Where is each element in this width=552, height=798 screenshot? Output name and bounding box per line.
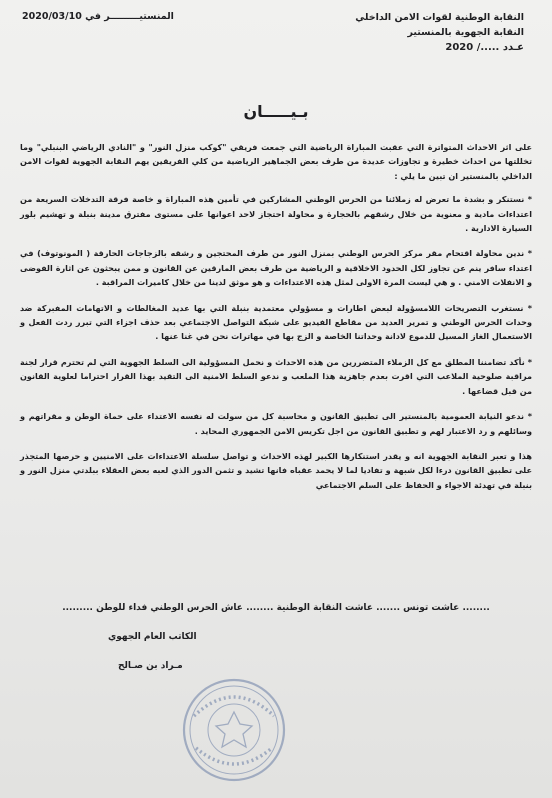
intro-paragraph: على اثر الاحداث المتواترة التي عقبت المباراة الرياضية التي جمعت فريقي "كوكب منزل النور" و "النادي الرياضي البنبلي" وما تخللتها من احداث خطيرة و تجاوزات عديدة من طرف بعض الجماهير الرياضية من كلي الفريقين يهم النقابة الجهوية لقوات الامن الداخلي بالمنستير ان تبين ما يلي :	[20, 142, 532, 181]
statement-paragraph: * نأكد تضامننا المطلق مع كل الزملاء المتضررين من هذه الاحداث و نحمل المسؤولية الى السلط الجهوية التي لم تحترم قرار لجنة مراقبة صلوحية الملاعب التي اقرت بعدم جاهزية هذا الملعب و ندعو السلط الامنية الى التقيد بهذا القرار احتراما لعلوية القانون من قبل قضاعها .	[20, 356, 532, 396]
concluding-paragraph: هذا و تعبر النقابة الجهوية انه و يقدر استنكارها الكبير لهذه الاحداث و تواصل سلسلة الاعتداءات على الامنيين و حرصها المتجذر على تطبيق القانون درءا لكل شبهة و تفاديا لما لا يحمد عقباه فانها تشيد و تثمن الدور الذي لعبه بعض العقلاء ببلدتي منزل النور و بنبلة في تهدئة الاجواء و الحفاظ على السلم الاجتماعي	[20, 450, 532, 490]
document-title: بـيـــــان	[243, 102, 309, 121]
statement-paragraph: * نستنكر و بشدة ما تعرض له زملائنا من الحرس الوطني المشاركين في تأمين هذه المباراة و خاصة فرقة التدخلات السريعة من اعتداءات مادية و معنوية من خلال رشقهم بالحجارة و محاولة احتجاز لاحد اعوانها على مستوى مفترق مدينة بنبلة و تهشيم بلور السيارة الادارية .	[20, 194, 532, 234]
statement-paragraph: * ندين محاولة اقتحام مقر مركز الحرس الوطني بمنزل النور من طرف المحتجين و رشقه بالزجاجات الحارقة ( المونوتوف) في اعتداء سافر ينم عن تجاوز لكل الحدود الاخلاقية و الرياضية من طرف بعض المارقين عن القانون و ممن يبحثون عن اثارة الفوضى و الانفلات الامني . و هي ليست المرة الاولى لمثل هذه الاعتداءات و هو موثق لدينا من خلال كاميرات المراقبة .	[20, 248, 532, 288]
letterhead	[294, 10, 524, 55]
closing-slogan: ........ عاشت تونس ....... عاشت النقابة الوطنية ........ عاش الحرس الوطني فداء للوطن .........	[62, 603, 490, 613]
signature-title: الكاتب العام الجهوي	[108, 632, 197, 642]
document-body	[20, 140, 532, 503]
org-name: النقابة الوطنية لقوات الامن الداخلي	[355, 12, 524, 23]
signature-name: مـراد بن صـالح	[118, 661, 183, 671]
place-date: المنستيـــــــــر في 2020/03/10	[22, 11, 174, 22]
org-branch: النقابة الجهوية بالمنستير	[407, 27, 524, 38]
statement-paragraph: * نستغرب التصريحات اللامسؤولة لبعض اطارات و مسؤولي معتمدية بنبلة التي بها عديد المغالطات و الاتهامات المفبركة ضد وحدات الحرس الوطني و تمرير العديد من مقاطع الفيديو على شبكة التواصل الاجتماعي بعد حذف اجزاء التي تبرر ردت الفعل و الاستعمال الغاز المسيل للدموع لادانة وحداتنا الخاصة و الزج بها في مهاترات نحن في غنا عنها .	[20, 302, 532, 342]
official-stamp	[180, 676, 288, 784]
reference-number: عـدد ...../ 2020	[445, 42, 524, 53]
statement-paragraph: * ندعو النيابة العمومية بالمنستير الى تطبيق القانون و محاسبة كل من سولت له نفسه الاعتداء على حماة الوطن و مقراتهم و وسائلهم و رد الاعتبار لهم و تطبيق القانون من اجل تكريس الامن الجمهوري المحايد .	[20, 411, 532, 436]
